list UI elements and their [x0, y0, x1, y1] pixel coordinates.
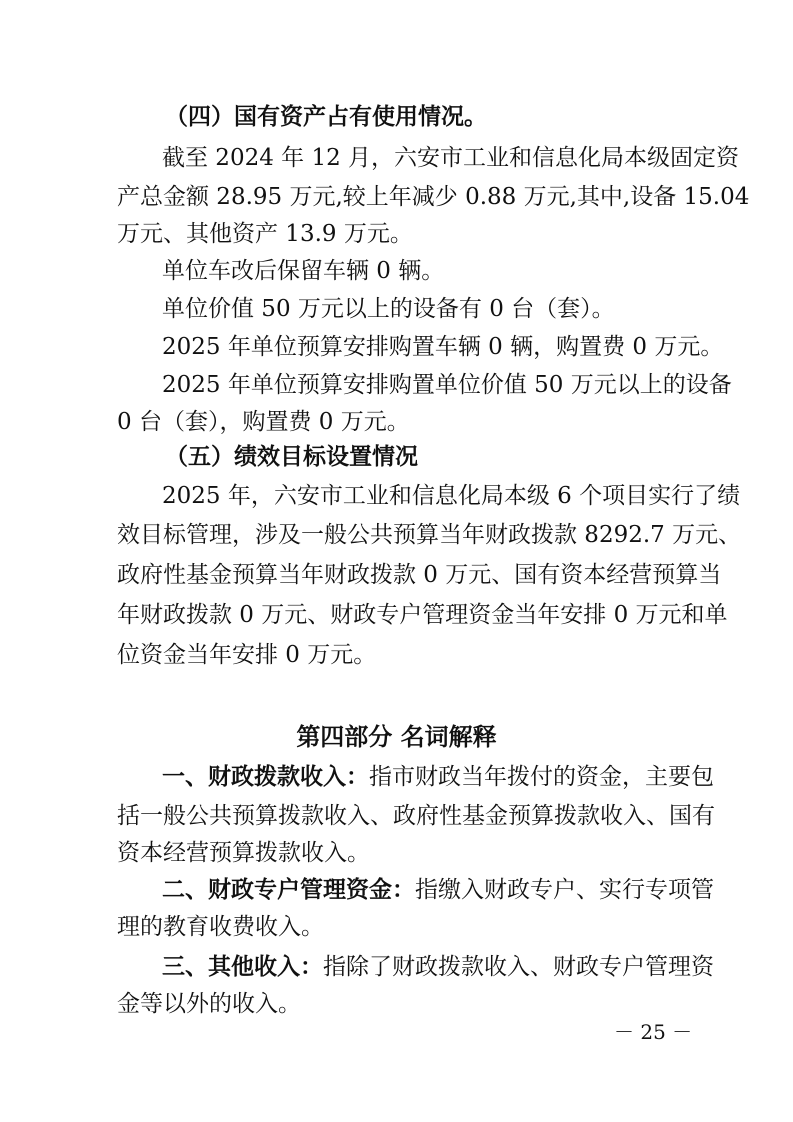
section-4-heading: （四）国有资产占有使用情况。: [165, 104, 487, 130]
term-1-label: 一、财政拨款收入：: [162, 764, 369, 790]
paragraph-line: 单位价值 50 万元以上的设备有 0 台（套）。: [162, 296, 615, 322]
paragraph-line: 2025 年单位预算安排购置单位价值 50 万元以上的设备: [162, 372, 732, 398]
paragraph-line: 2025 年，六安市工业和信息化局本级 6 个项目实行了绩: [162, 483, 741, 509]
paragraph-line: 产总金额 28.95 万元,较上年减少 0.88 万元,其中,设备 15.04: [117, 184, 750, 210]
paragraph-line: 括一般公共预算拨款收入、政府性基金预算拨款收入、国有: [117, 803, 715, 829]
term-1-definition: 指市财政当年拨付的资金，主要包: [369, 764, 714, 790]
term-3-definition: 指除了财政拨款收入、财政专户管理资: [323, 954, 714, 980]
term-3-line: [0, 950, 793, 984]
paragraph-line: 单位车改后保留车辆 0 辆。: [162, 258, 445, 284]
term-2-definition: 指缴入财政专户、实行专项管: [415, 877, 714, 903]
part-4-title: 第四部分 名词解释: [296, 723, 497, 751]
paragraph-line: 万元、其他资产 13.9 万元。: [117, 221, 413, 247]
paragraph-line: 0 台（套），购置费 0 万元。: [117, 409, 410, 435]
term-2-line: [0, 873, 793, 907]
paragraph-line: 年财政拨款 0 万元、财政专户管理资金当年安排 0 万元和单: [117, 602, 728, 628]
paragraph-line: 2025 年单位预算安排购置车辆 0 辆，购置费 0 万元。: [162, 334, 724, 360]
paragraph-line: 效目标管理，涉及一般公共预算当年财政拨款 8292.7 万元、: [117, 522, 742, 548]
term-2-label: 二、财政专户管理资金：: [162, 877, 415, 903]
paragraph-line: 截至 2024 年 12 月，六安市工业和信息化局本级固定资: [162, 145, 740, 171]
paragraph-line: 理的教育收费收入。: [117, 914, 324, 940]
paragraph-line: 金等以外的收入。: [117, 991, 301, 1017]
term-3-label: 三、其他收入：: [162, 954, 323, 980]
paragraph-line: 资本经营预算拨款收入。: [117, 840, 370, 866]
term-1-line: [0, 760, 793, 794]
page-number: － 25 －: [614, 1020, 693, 1044]
paragraph-line: 政府性基金预算当年财政拨款 0 万元、国有资本经营预算当: [117, 562, 722, 588]
paragraph-line: 位资金当年安排 0 万元。: [117, 642, 377, 668]
section-5-heading: （五）绩效目标设置情况: [165, 444, 418, 470]
